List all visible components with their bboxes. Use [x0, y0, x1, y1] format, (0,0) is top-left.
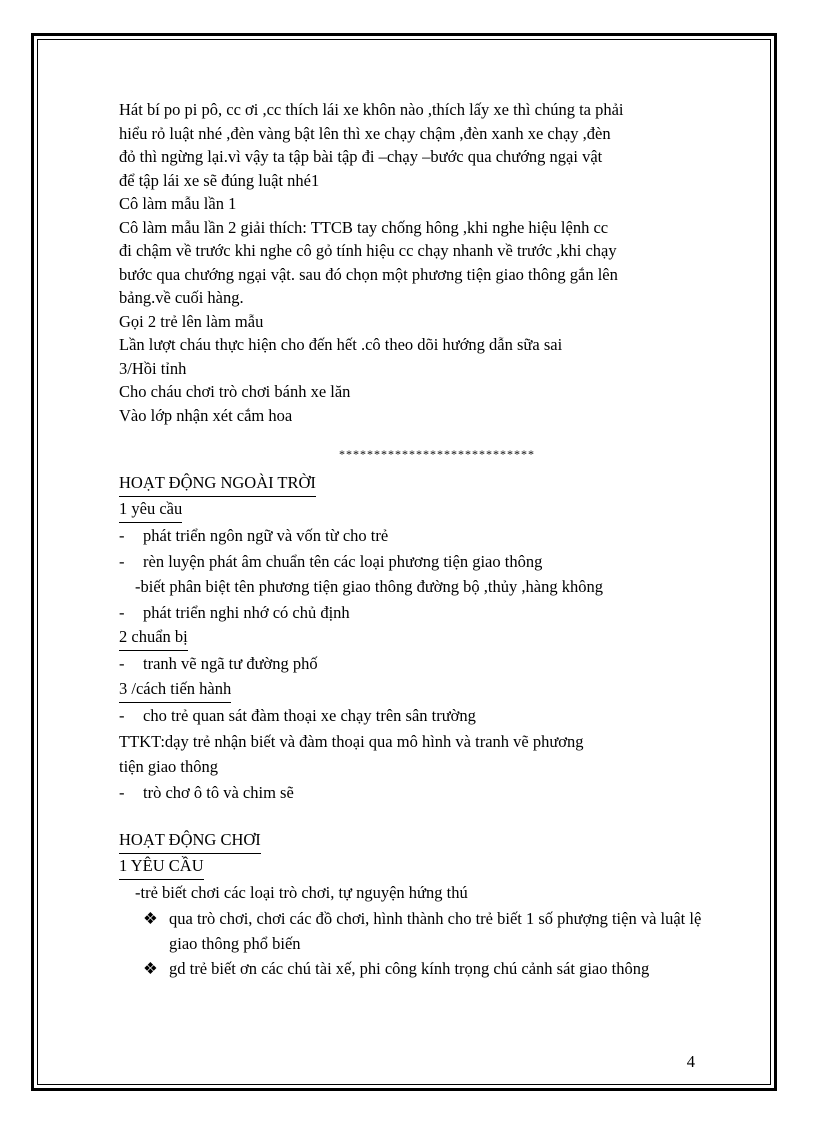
list-item-text: cho trẻ quan sát đàm thoại xe chạy trên sân trường: [143, 705, 476, 725]
list-item: [119, 780, 719, 806]
dash-marker: -: [119, 526, 125, 545]
paragraph-line: Hát bí po pi pô, cc ơi ,cc thích lái xe khôn nào ,thích lấy xe thì chúng ta phải: [119, 100, 624, 119]
paragraph-line: 3/Hồi tỉnh: [119, 358, 187, 378]
play-heading: [119, 828, 719, 854]
page-number: 4: [686, 1052, 695, 1071]
paragraph-line: bước qua chướng ngại vật. sau đó chọn một phương tiện giao thông gắn lên: [119, 264, 618, 284]
paragraph-line: Vào lớp nhận xét cắm hoa: [119, 405, 293, 425]
bullet-item: [119, 906, 719, 956]
outdoor-preparation-text: 2 chuẩn bị: [119, 625, 188, 651]
play-requirements-text: 1 YÊU CẦU: [119, 854, 204, 880]
play-heading-text: HOẠT ĐỘNG CHƠI: [119, 828, 261, 854]
paragraph-line: bảng.về cuối hàng.: [119, 288, 244, 307]
dash-marker: -: [119, 654, 125, 674]
separator-stars: ****************************: [339, 447, 535, 461]
ttkt-line: TTKT:dạy trẻ nhận biết và đàm thoại qua mô hình và tranh vẽ phương: [119, 731, 584, 751]
bullet-text: gd trẻ biết ơn các chú tài xế, phi công kính trọng chú cảnh sát giao thông: [169, 958, 650, 978]
bullet-item: [119, 956, 719, 981]
paragraph-line: Cho cháu chơi trò chơi bánh xe lăn: [119, 382, 351, 401]
paragraph-line: hiểu rỏ luật nhé ,đèn vàng bật lên thì xe chạy chậm ,đèn xanh xe chạy ,đèn: [119, 123, 611, 143]
play-line: [119, 880, 719, 906]
outdoor-requirements-text: 1 yêu cầu: [119, 497, 182, 523]
list-item: [119, 600, 719, 626]
play-requirements-title: [119, 854, 719, 880]
diamond-bullet-icon: ❖: [143, 908, 158, 928]
outdoor-procedure-title: [119, 677, 719, 703]
diamond-bullet-icon: ❖: [143, 958, 158, 978]
dash-marker: -: [119, 782, 125, 802]
outdoor-heading-text: HOẠT ĐỘNG NGOÀI TRỜI: [119, 471, 316, 497]
outdoor-heading: [119, 471, 719, 497]
paragraph-line: Cô làm mẫu lần 1: [119, 194, 237, 213]
list-item-extra: [119, 574, 719, 600]
outdoor-procedure-text: 3 /cách tiến hành: [119, 677, 231, 703]
dash-marker: -: [119, 602, 125, 622]
list-item-text: tranh vẽ ngã tư đường phố: [143, 654, 318, 674]
list-item: [119, 703, 719, 729]
list-item: [119, 549, 719, 575]
outdoor-preparation-title: [119, 625, 719, 651]
list-item-text: phát triển ngôn ngữ và vốn từ cho trẻ: [143, 526, 389, 545]
list-item-text: rèn luyện phát âm chuẩn tên các loại phương tiện giao thông: [143, 551, 543, 571]
list-item-text: phát triển nghi nhớ có chủ định: [143, 602, 350, 622]
dash-marker: -: [119, 551, 125, 571]
list-item: [119, 523, 719, 549]
list-item-text: trò chơ ô tô và chim sẽ: [143, 782, 294, 802]
paragraph-line: Lần lượt cháu thực hiện cho đến hết .cô theo dõi hướng dẫn sữa sai: [119, 335, 563, 354]
paragraph-line: Gọi 2 trẻ lên làm mẫu: [119, 311, 264, 331]
outdoor-requirements-title: [119, 497, 719, 523]
spacer: [119, 805, 719, 828]
dash-marker: -: [119, 705, 125, 725]
list-item: [119, 651, 719, 677]
paragraph-line: đi chậm về trước khi nghe cô gỏ tính hiệu cc chạy nhanh về trước ,khi chạy: [119, 241, 617, 260]
list-item-text: -trẻ biết chơi các loại trò chơi, tự nguyện hứng thú: [135, 883, 468, 903]
ttkt-line: tiện giao thông: [119, 757, 218, 777]
paragraph-line: đỏ thì ngừng lại.vì vậy ta tập bài tập đi –chạy –bước qua chướng ngại vật: [119, 147, 603, 166]
list-item-text: -biết phân biệt tên phương tiện giao thông đường bộ ,thủy ,hàng không: [135, 577, 603, 597]
document-body: [119, 98, 719, 981]
paragraph-line: để tập lái xe sẽ đúng luật nhé1: [119, 170, 320, 190]
bullet-text: qua trò chơi, chơi các đồ chơi, hình thành cho trẻ biết 1 số phượng tiện và luật lệ giao thông phổ biến: [169, 908, 702, 953]
paragraph-line: Cô làm mẫu lần 2 giải thích: TTCB tay chống hông ,khi nghe hiệu lệnh cc: [119, 217, 609, 237]
